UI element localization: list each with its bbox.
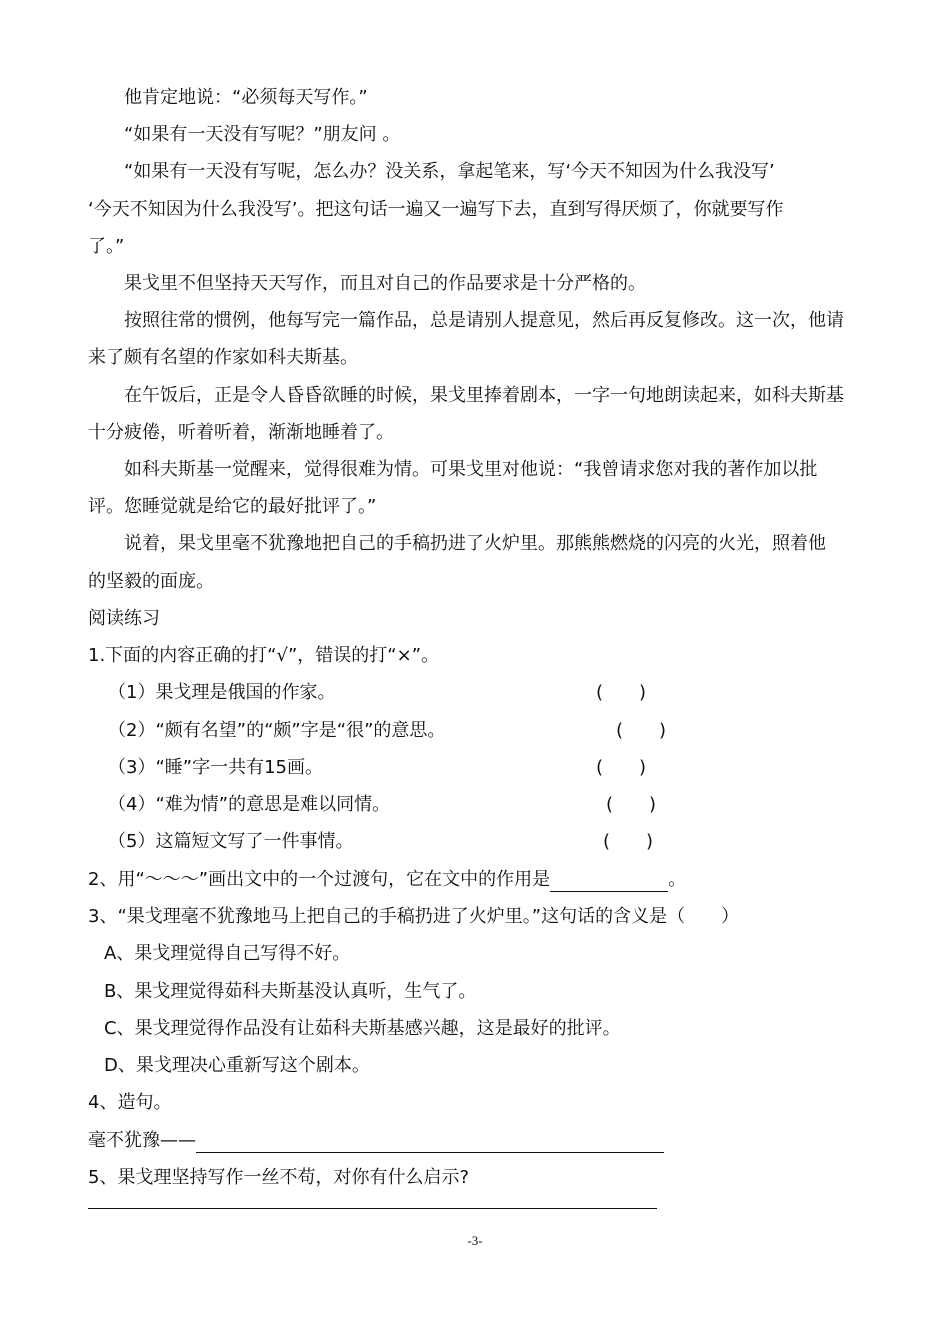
- question-1-item-1: （1）果戈理是俄国的作家。: [108, 682, 336, 703]
- passage-paragraph-4: 果戈里不但坚持天天写作，而且对自己的作品要求是十分严格的。: [124, 273, 646, 294]
- answer-bracket-3[interactable]: ( ): [596, 757, 647, 778]
- question-2-answer-blank[interactable]: [550, 871, 668, 892]
- answer-bracket-5[interactable]: ( ): [603, 831, 654, 852]
- question-4-word: 毫不犹豫——: [88, 1130, 196, 1151]
- passage-paragraph-1: 他肯定地说：“必须每天写作。”: [124, 87, 368, 108]
- passage-paragraph-6-line-1: 在午饭后，正是令人昏昏欲睡的时候，果戈里捧着剧本，一字一句地朗读起来，如科夫斯基: [124, 385, 844, 406]
- question-3-option-c: C、果戈理觉得作品没有让茹科夫斯基感兴趣，这是最好的批评。: [104, 1018, 621, 1039]
- question-3-option-a: A、果戈理觉得自己写得不好。: [104, 943, 351, 964]
- question-4-prompt: 4、造句。: [88, 1092, 172, 1113]
- passage-paragraph-5-line-2: 来了颇有名望的作家如科夫斯基。: [88, 347, 358, 368]
- passage-paragraph-7-line-2: 评。您睡觉就是给它的最好批评了。”: [88, 496, 377, 517]
- question-2-end: 。: [668, 869, 687, 890]
- question-3-prompt: 3、“果戈理毫不犹豫地马上把自己的手稿扔进了火炉里。”这句话的含义是（ ）: [88, 906, 740, 927]
- question-1-item-5: （5）这篇短文写了一件事情。: [108, 831, 354, 852]
- question-5-prompt: 5、果戈理坚持写作一丝不苟，对你有什么启示?: [88, 1167, 470, 1188]
- passage-paragraph-5-line-1: 按照往常的惯例，他每写完一篇作品，总是请别人提意见，然后再反复修改。这一次，他请: [124, 310, 844, 331]
- question-1-prompt: 1.下面的内容正确的打“√”，错误的打“×”。: [88, 645, 440, 666]
- passage-paragraph-6-line-2: 十分疲倦，听着听着，渐渐地睡着了。: [88, 422, 394, 443]
- passage-paragraph-8-line-1: 说着，果戈里毫不犹豫地把自己的手稿扔进了火炉里。那熊熊燃烧的闪亮的火光，照着他: [124, 533, 826, 554]
- passage-paragraph-8-line-2: 的坚毅的面庞。: [88, 571, 214, 592]
- question-4-sentence: [88, 1129, 664, 1153]
- answer-bracket-4[interactable]: ( ): [606, 794, 657, 815]
- passage-paragraph-3-line-1: “如果有一天没有写呢，怎么办？没关系，拿起笔来，写‘今天不知因为什么我没写’: [124, 161, 775, 182]
- exercise-heading: 阅读练习: [88, 608, 160, 629]
- passage-paragraph-7-line-1: 如科夫斯基一觉醒来，觉得很难为情。可果戈里对他说：“我曾请求您对我的著作加以批: [124, 459, 818, 480]
- question-5-answer-line[interactable]: [88, 1208, 657, 1209]
- question-3-option-b: B、果戈理觉得茹科夫斯基没认真听，生气了。: [104, 981, 477, 1002]
- passage-paragraph-3-line-3: 了。”: [88, 236, 125, 257]
- passage-paragraph-2: “如果有一天没有写呢？”朋友问 。: [124, 124, 401, 145]
- question-1-item-4: （4）“难为情”的意思是难以同情。: [108, 794, 391, 815]
- question-1-item-3: （3）“睡”字一共有15画。: [108, 757, 324, 778]
- page-number: -3-: [467, 1233, 483, 1248]
- answer-bracket-2[interactable]: ( ): [616, 720, 667, 741]
- answer-bracket-1[interactable]: ( ): [596, 682, 647, 703]
- question-2: [88, 868, 686, 892]
- question-4-answer-blank[interactable]: [196, 1132, 664, 1153]
- passage-paragraph-3-line-2: ‘今天不知因为什么我没写’。把这句话一遍又一遍写下去，直到写得厌烦了，你就要写作: [88, 199, 784, 220]
- question-1-item-2: （2）“颇有名望”的“颇”字是“很”的意思。: [108, 720, 446, 741]
- question-2-prompt: 2、用“～～～”画出文中的一个过渡句，它在文中的作用是: [88, 869, 551, 890]
- question-3-option-d: D、果戈理决心重新写这个剧本。: [104, 1055, 370, 1076]
